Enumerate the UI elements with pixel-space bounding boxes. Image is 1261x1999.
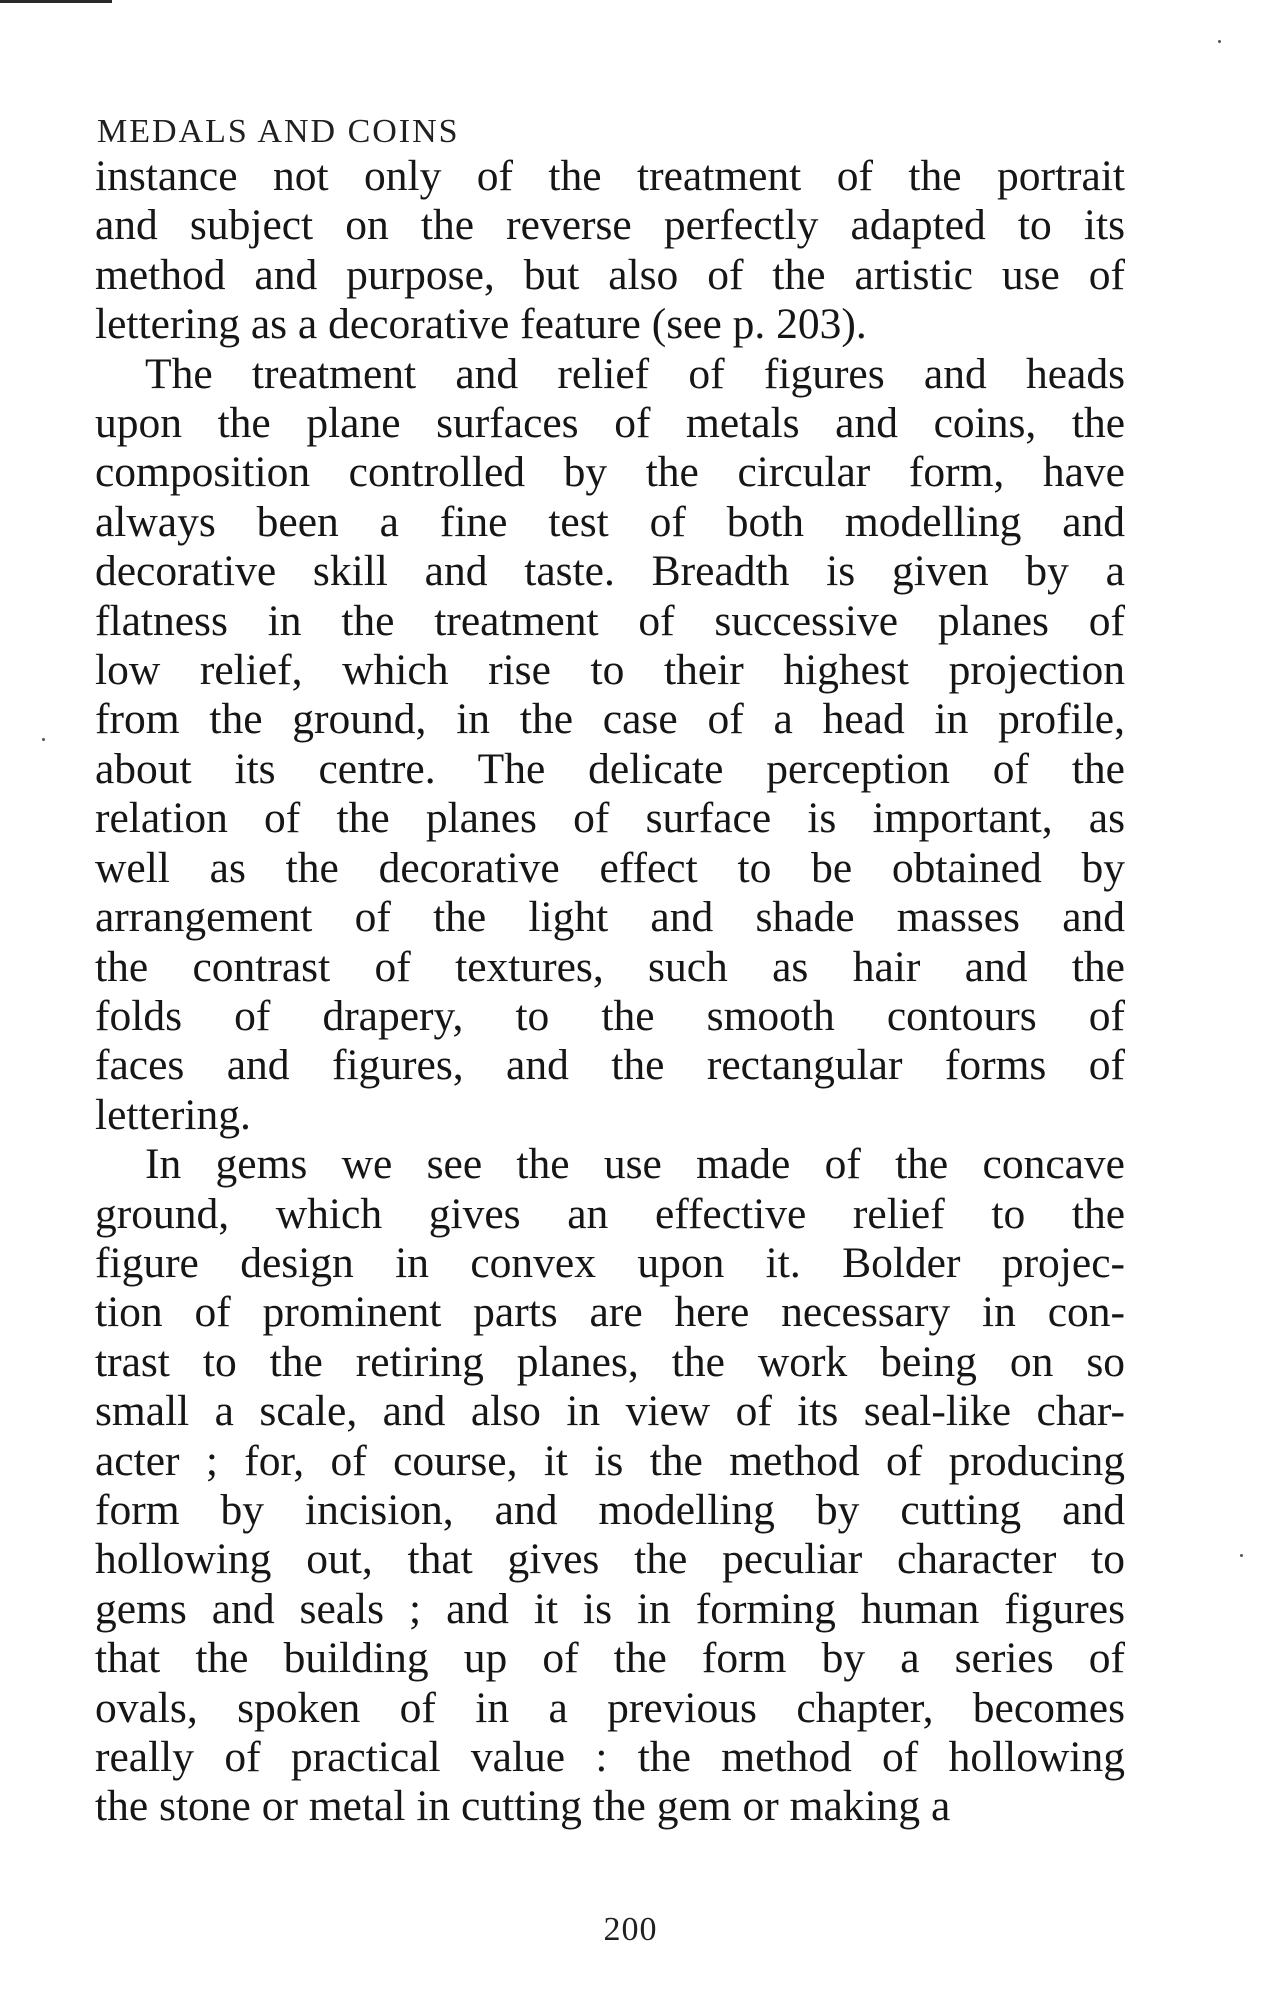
page-number: 200 — [603, 1911, 658, 1948]
book-page — [95, 112, 1125, 1832]
text-line: lettering as a decorative feature (see p. 203). — [95, 300, 867, 349]
paper-speck — [1218, 40, 1221, 43]
paragraph — [95, 152, 1125, 350]
text-line: always been a fine test of both modelling and — [95, 497, 1125, 546]
text-line: that the building up of the form by a series of — [95, 1634, 1125, 1683]
text-line: In gems we see the use made of the concave — [145, 1140, 1125, 1189]
text-line: acter ; for, of course, it is the method of producing — [95, 1436, 1125, 1485]
paper-speck — [42, 738, 45, 741]
text-line: ovals, spoken of in a previous chapter, becomes — [95, 1683, 1125, 1732]
text-line: well as the decorative effect to be obtained by — [95, 843, 1125, 892]
text-line: ground, which gives an effective relief to the — [95, 1189, 1125, 1238]
text-line: and subject on the reverse perfectly adapted to its — [95, 201, 1125, 250]
text-line: decorative skill and taste. Breadth is given by a — [95, 547, 1125, 596]
text-line: really of practical value : the method of hollowing — [95, 1733, 1125, 1781]
text-line: upon the plane surfaces of metals and coins, the — [95, 399, 1125, 448]
paragraph — [95, 350, 1125, 1141]
text-line: from the ground, in the case of a head in profile, — [95, 695, 1125, 744]
running-head: MEDALS AND COINS — [97, 113, 460, 150]
text-line: relation of the planes of surface is important, as — [95, 794, 1125, 843]
body-text — [95, 152, 1125, 1832]
text-line: the contrast of textures, such as hair and the — [95, 942, 1125, 991]
text-line: method and purpose, but also of the artistic use of — [95, 250, 1125, 299]
text-line: about its centre. The delicate perception of the — [95, 744, 1125, 793]
text-line: The treatment and relief of figures and heads — [145, 349, 1125, 398]
text-line: figure design in convex upon it. Bolder projec- — [95, 1238, 1125, 1287]
paragraph — [95, 1140, 1125, 1832]
top-edge-rule — [0, 0, 112, 3]
text-line: instance not only of the treatment of the portrait — [95, 152, 1125, 200]
text-line: form by incision, and modelling by cutting and — [95, 1485, 1125, 1534]
text-line: hollowing out, that gives the peculiar character to — [95, 1535, 1125, 1584]
text-line: composition controlled by the circular form, have — [95, 448, 1125, 497]
text-line: gems and seals ; and it is in forming human figures — [95, 1584, 1125, 1633]
text-line: small a scale, and also in view of its seal-like char- — [95, 1387, 1125, 1436]
paper-speck — [1240, 1554, 1243, 1557]
text-line: the stone or metal in cutting the gem or making a — [95, 1782, 951, 1831]
text-line: arrangement of the light and shade masses and — [95, 893, 1125, 942]
text-line: low relief, which rise to their highest projection — [95, 646, 1125, 695]
text-line: folds of drapery, to the smooth contours of — [95, 991, 1125, 1040]
text-line: flatness in the treatment of successive planes of — [95, 596, 1125, 645]
text-line: trast to the retiring planes, the work being on so — [95, 1337, 1125, 1386]
text-line: lettering. — [95, 1090, 251, 1139]
text-line: faces and figures, and the rectangular forms of — [95, 1041, 1125, 1090]
text-line: tion of prominent parts are here necessary in con- — [95, 1288, 1125, 1337]
